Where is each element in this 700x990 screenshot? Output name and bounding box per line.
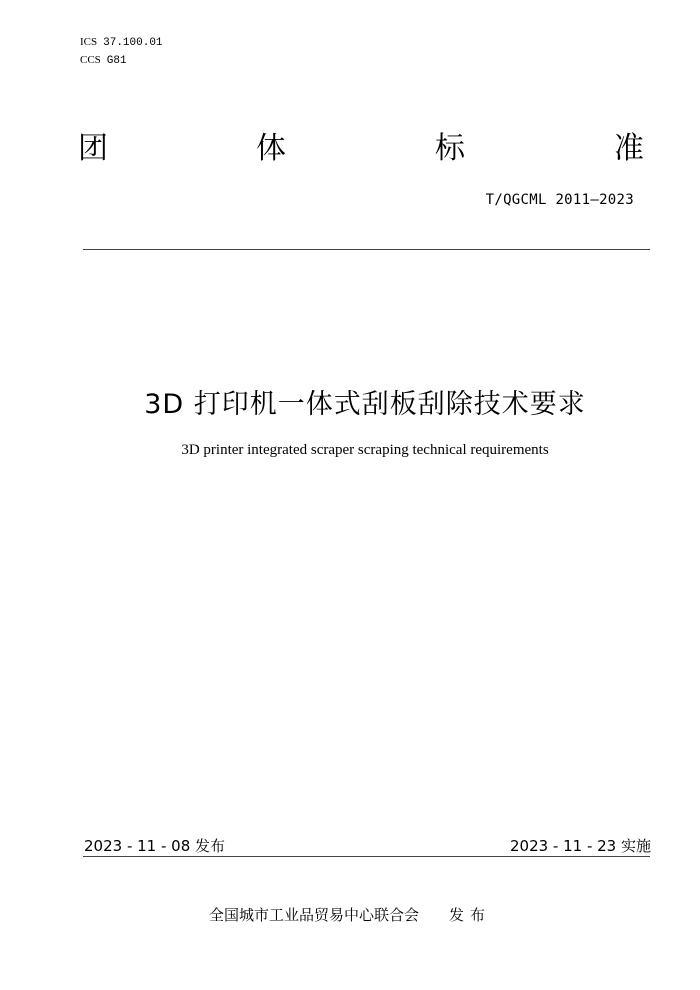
ics-code: [80, 36, 163, 49]
standard-type-char-2: 体: [256, 131, 286, 166]
footer-divider: [83, 856, 650, 857]
document-title-english: 3D printer integrated scraper scraping technical requirements: [181, 442, 549, 458]
publish-date: 2023 - 11 - 08 发布: [84, 837, 226, 855]
header-divider: [83, 249, 650, 250]
issuer-line: [0, 904, 700, 925]
implement-date: 2023 - 11 - 23 实施: [509, 837, 651, 855]
ccs-label: CCS: [80, 54, 101, 66]
standard-number: T/QGCML 2011—2023: [485, 192, 634, 208]
standard-type-char-3: 标: [435, 131, 465, 166]
ccs-value: G81: [106, 55, 127, 67]
ccs-code: [80, 54, 127, 67]
standard-type-char-1: 团: [78, 131, 108, 166]
ics-label: ICS: [80, 36, 98, 48]
ics-value: 37.100.01: [103, 37, 163, 49]
standard-type-char-4: 准: [614, 131, 644, 166]
issuer-action: 发布: [449, 906, 492, 924]
document-title-chinese: 3D 打印机一体式刮板刮除技术要求: [144, 389, 586, 420]
issuer-name: 全国城市工业品贸易中心联合会: [208, 906, 419, 924]
